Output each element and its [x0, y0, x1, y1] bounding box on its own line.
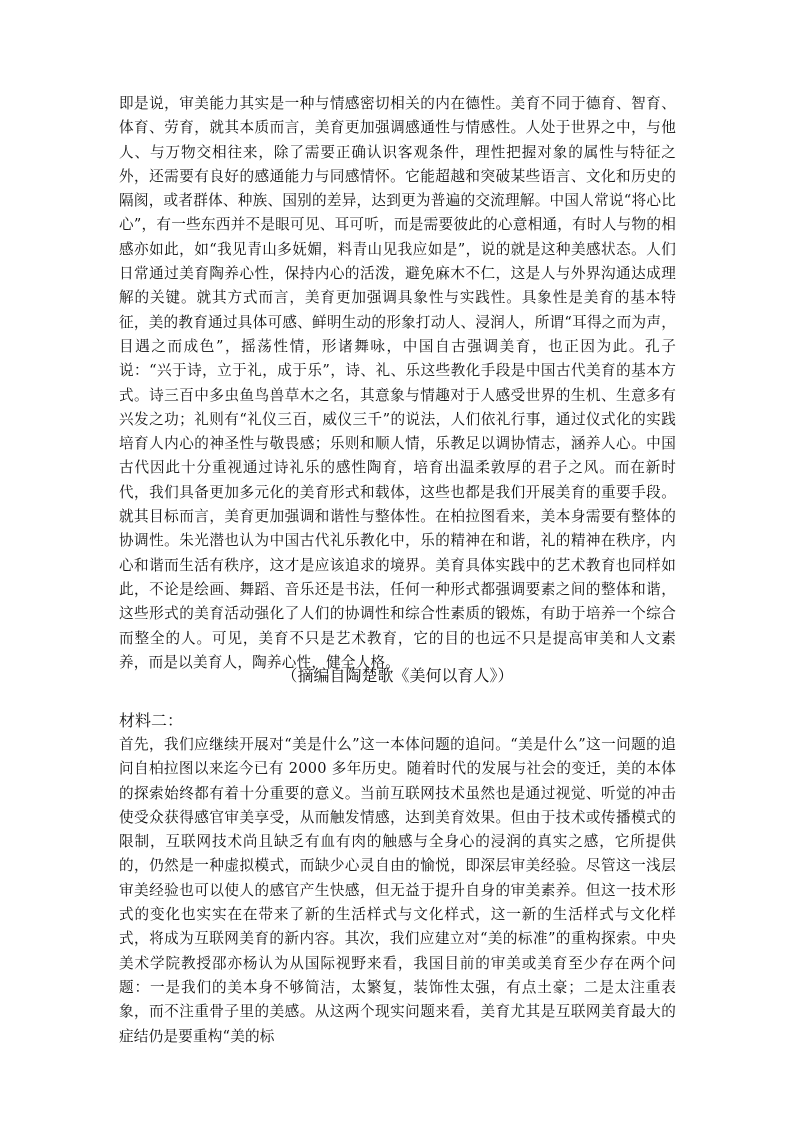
source-citation: （摘编自陶楚歌《美何以育人》）	[281, 666, 514, 685]
paragraph-material-two: 首先，我们应继续开展对“美是什么”这一本体问题的追问。“美是什么”这一问题的追问自柏拉图以来迄今已有 2000 多年历史。随着时代的发展与社会的变迁，美的本体的探索始终都有着十分重要的意义。当前互联网技术虽然也是通过视觉、听觉的冲击使受众获得感官审美享受，从而触发情感，达到美育效果。但由于技术或传播模式的限制，互联网技术尚且缺乏有血有肉的触感与全身心的浸润的真实之感，它所提供的，仍然是一种虚拟模式，而缺少心灵自由的愉悦，即深层审美经验。尽管这一浅层审美经验也可以使人的感官产生快感，但无益于提升自身的审美素养。但这一技术形式的变化也实实在在带来了新的生活样式与文化样式，这一新的生活样式与文化样式，将成为互联网美育的新内容。其次，我们应建立对“美的标准”的重构探索。中央美术学院教授邵亦杨认为从国际视野来看，我国目前的审美或美育至少存在两个问题：一是我们的美本身不够简洁，太繁复，装饰性太强，有点土豪；二是太注重表象，而不注重骨子里的美感。从这两个现实问题来看，美育尤其是互联网美育最大的症结仍是要重构“美的标	[119, 736, 676, 1045]
paragraph-material-one: 即是说，审美能力其实是一种与情感密切相关的内在德性。美育不同于德育、智育、体育、劳育，就其本质而言，美育更加强调感通性与情感性。人处于世界之中，与他人、与万物交相往来，除了需要正确认识客观条件，理性把握对象的属性与特征之外，还需要有良好的感通能力与同感情怀。它能超越和突破某些语言、文化和历史的隔阂，或者群体、种族、国别的差异，达到更为普遍的交流理解。中国人常说“将心比心”，有一些东西并不是眼可见、耳可听，而是需要彼此的心意相通，有时人与物的相感亦如此，如“我见青山多妩媚，料青山见我应如是”，说的就是这种美感状态。人们日常通过美育陶养心性，保持内心的活泼，避免麻木不仁，这是人与外界沟通达成理解的关键。就其方式而言，美育更加强调具象性与实践性。具象性是美育的基本特征，美的教育通过具体可感、鲜明生动的形象打动人、浸润人，所谓“耳得之而为声，目遇之而成色”，摇荡性情，形诸舞咏，中国自古强调美育，也正因为此。孔子说：“兴于诗，立于礼，成于乐”，诗、礼、乐这些教化手段是中国古代美育的基本方式。诗三百中多虫鱼鸟兽草木之名，其意象与情趣对于人感受世界的生机、生意多有兴发之功；礼则有“礼仪三百，威仪三千”的说法，人们依礼行事，通过仪式化的实践培育人内心的神圣性与敬畏感；乐则和顺人情，乐教足以调协情志，涵养人心。中国古代因此十分重视通过诗礼乐的感性陶育，培育出温柔敦厚的君子之风。而在新时代，我们具备更加多元化的美育形式和载体，这些也都是我们开展美育的重要手段。就其目标而言，美育更加强调和谐性与整体性。在柏拉图看来，美本身需要有整体的协调性。朱光潜也认为中国古代礼乐教化中，乐的精神在和谐，礼的精神在秩序，内心和谐而生活有秩序，这才是应该追求的境界。美育具体实践中的艺术教育也同样如此，不论是绘画、舞蹈、音乐还是书法，任何一种形式都强调要素之间的整体和谐，这些形式的美育活动强化了人们的协调性和综合性素质的锻炼，有助于培养一个综合而整全的人。可见，美育不只是艺术教育，它的目的也远不只是提高审美和人文素养，而是以美育人，陶养心性，健全人格。	[119, 95, 676, 671]
material-two-heading: 材料二：	[119, 711, 184, 730]
